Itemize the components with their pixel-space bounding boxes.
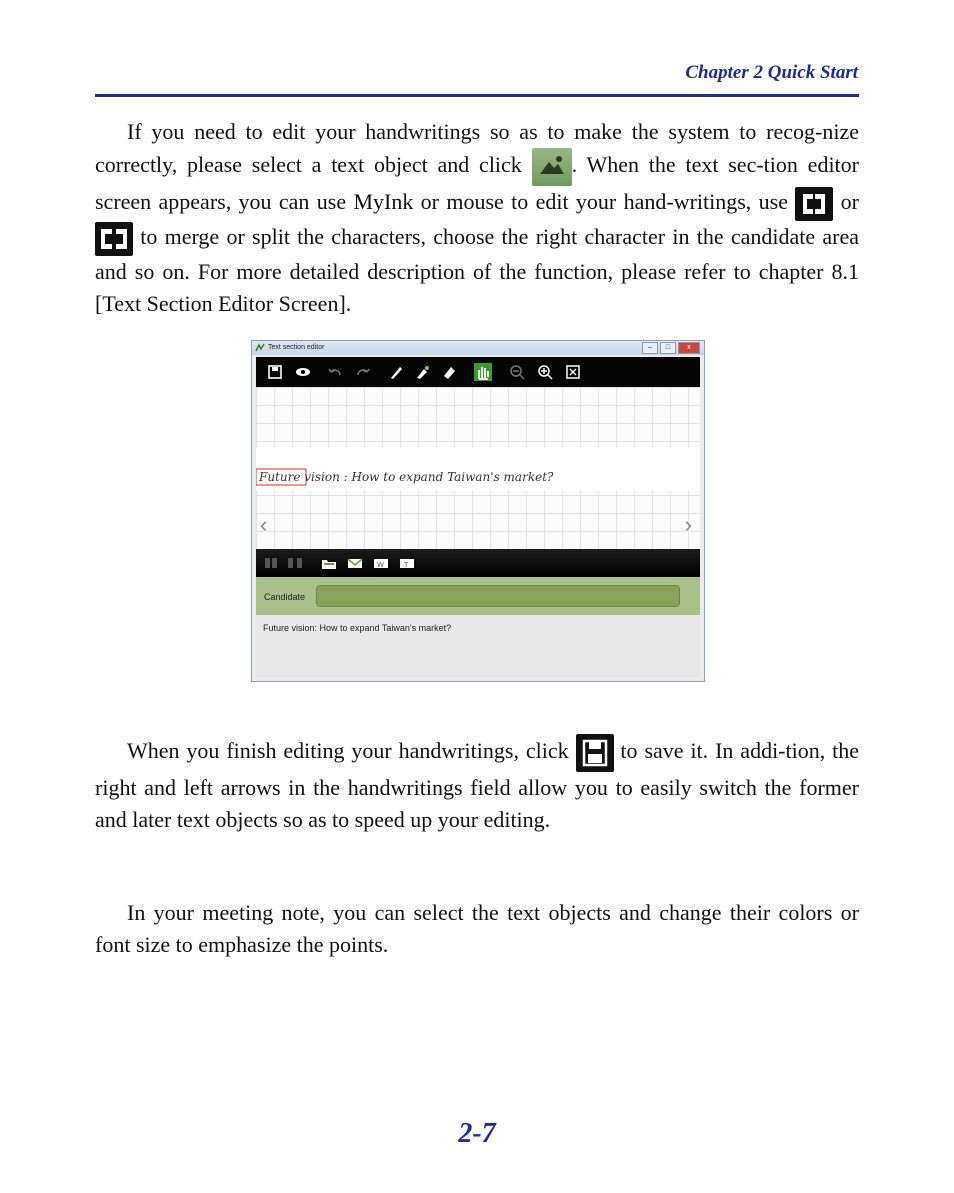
- handwriting-text: Future vision : How to expand Taiwan's market?: [259, 470, 554, 484]
- maximize-button[interactable]: □: [660, 342, 676, 354]
- text-section-editor-screenshot: [251, 340, 705, 682]
- merge-icon[interactable]: [262, 554, 280, 572]
- chapter-header: Chapter 2 Quick Start: [685, 62, 858, 83]
- para1-text-3: or: [833, 189, 860, 214]
- recognition-result-area[interactable]: [256, 615, 700, 677]
- header-rule: [95, 94, 859, 97]
- para1-text-1: If you need to edit your handwritings so as to make the system to recog-nize correctly, please select a text object and click: [95, 119, 859, 178]
- previous-object-arrow[interactable]: ‹: [260, 512, 268, 537]
- hand-tool-icon[interactable]: [474, 363, 492, 381]
- window-titlebar: [252, 341, 704, 355]
- handwriting-field[interactable]: [256, 447, 700, 491]
- paragraph-save: [95, 734, 859, 836]
- paragraph-meeting-note: [95, 897, 859, 961]
- redo-icon[interactable]: [354, 363, 372, 381]
- para2-text-2: to save it. In addi-tion, the right and left arrows in the handwritings field allow you to easily switch the former and later text objects so as to speed up your editing.: [95, 738, 860, 832]
- app-icon: [255, 343, 265, 353]
- paragraph-edit-handwriting: [95, 116, 859, 320]
- eraser-icon[interactable]: [440, 363, 458, 381]
- export-word-icon[interactable]: [372, 554, 390, 572]
- text-section-editor-icon: [532, 148, 572, 186]
- fit-screen-icon[interactable]: [564, 363, 582, 381]
- window-title: Text section editor: [268, 344, 325, 351]
- para1-text-2: . When the text sec-tion editor screen appears, you can use MyInk or mouse to edit your hand-writings, use: [95, 152, 859, 214]
- mail-icon[interactable]: [346, 554, 364, 572]
- handwriting-strokes: [256, 447, 700, 491]
- split-icon[interactable]: [286, 554, 304, 572]
- para3-text: In your meeting note, you can select the text objects and change their colors or font size to emphasize the points.: [95, 900, 859, 957]
- handwriting-canvas[interactable]: [256, 387, 700, 549]
- page-number: 2-7: [458, 1118, 496, 1149]
- undo-icon[interactable]: [326, 363, 344, 381]
- svg-text:W: W: [377, 561, 384, 569]
- minimize-button[interactable]: –: [642, 342, 658, 354]
- open-folder-icon[interactable]: [320, 554, 338, 572]
- zoom-out-icon[interactable]: [508, 363, 526, 381]
- save-icon[interactable]: [266, 363, 284, 381]
- bottom-toolbar: [256, 549, 700, 577]
- zoom-in-icon[interactable]: [536, 363, 554, 381]
- editor-toolbar: [256, 357, 700, 387]
- candidate-area: [256, 577, 700, 615]
- export-text-icon[interactable]: [398, 554, 416, 572]
- para2-text-1: When you finish editing your handwritings, click: [127, 738, 576, 764]
- candidate-label: Candidate: [264, 592, 306, 602]
- merge-characters-icon: [795, 187, 833, 221]
- recognition-result-text: Future vision: How to expand Taiwan's market?: [263, 623, 452, 633]
- view-icon[interactable]: [294, 363, 312, 381]
- svg-text:T: T: [404, 561, 409, 569]
- pen-icon[interactable]: [388, 363, 406, 381]
- next-object-arrow[interactable]: ›: [684, 512, 692, 537]
- candidate-field[interactable]: [316, 585, 680, 607]
- para1-text-4: to merge or split the characters, choose the right character in the candidate area and so on. For more detailed description of the function, please refer to chapter 8.1 [Text Section Editor Screen].: [95, 223, 859, 316]
- highlighter-icon[interactable]: [414, 363, 432, 381]
- close-button[interactable]: x: [678, 342, 700, 354]
- save-icon-inline: [576, 734, 614, 772]
- split-characters-icon: [95, 222, 133, 256]
